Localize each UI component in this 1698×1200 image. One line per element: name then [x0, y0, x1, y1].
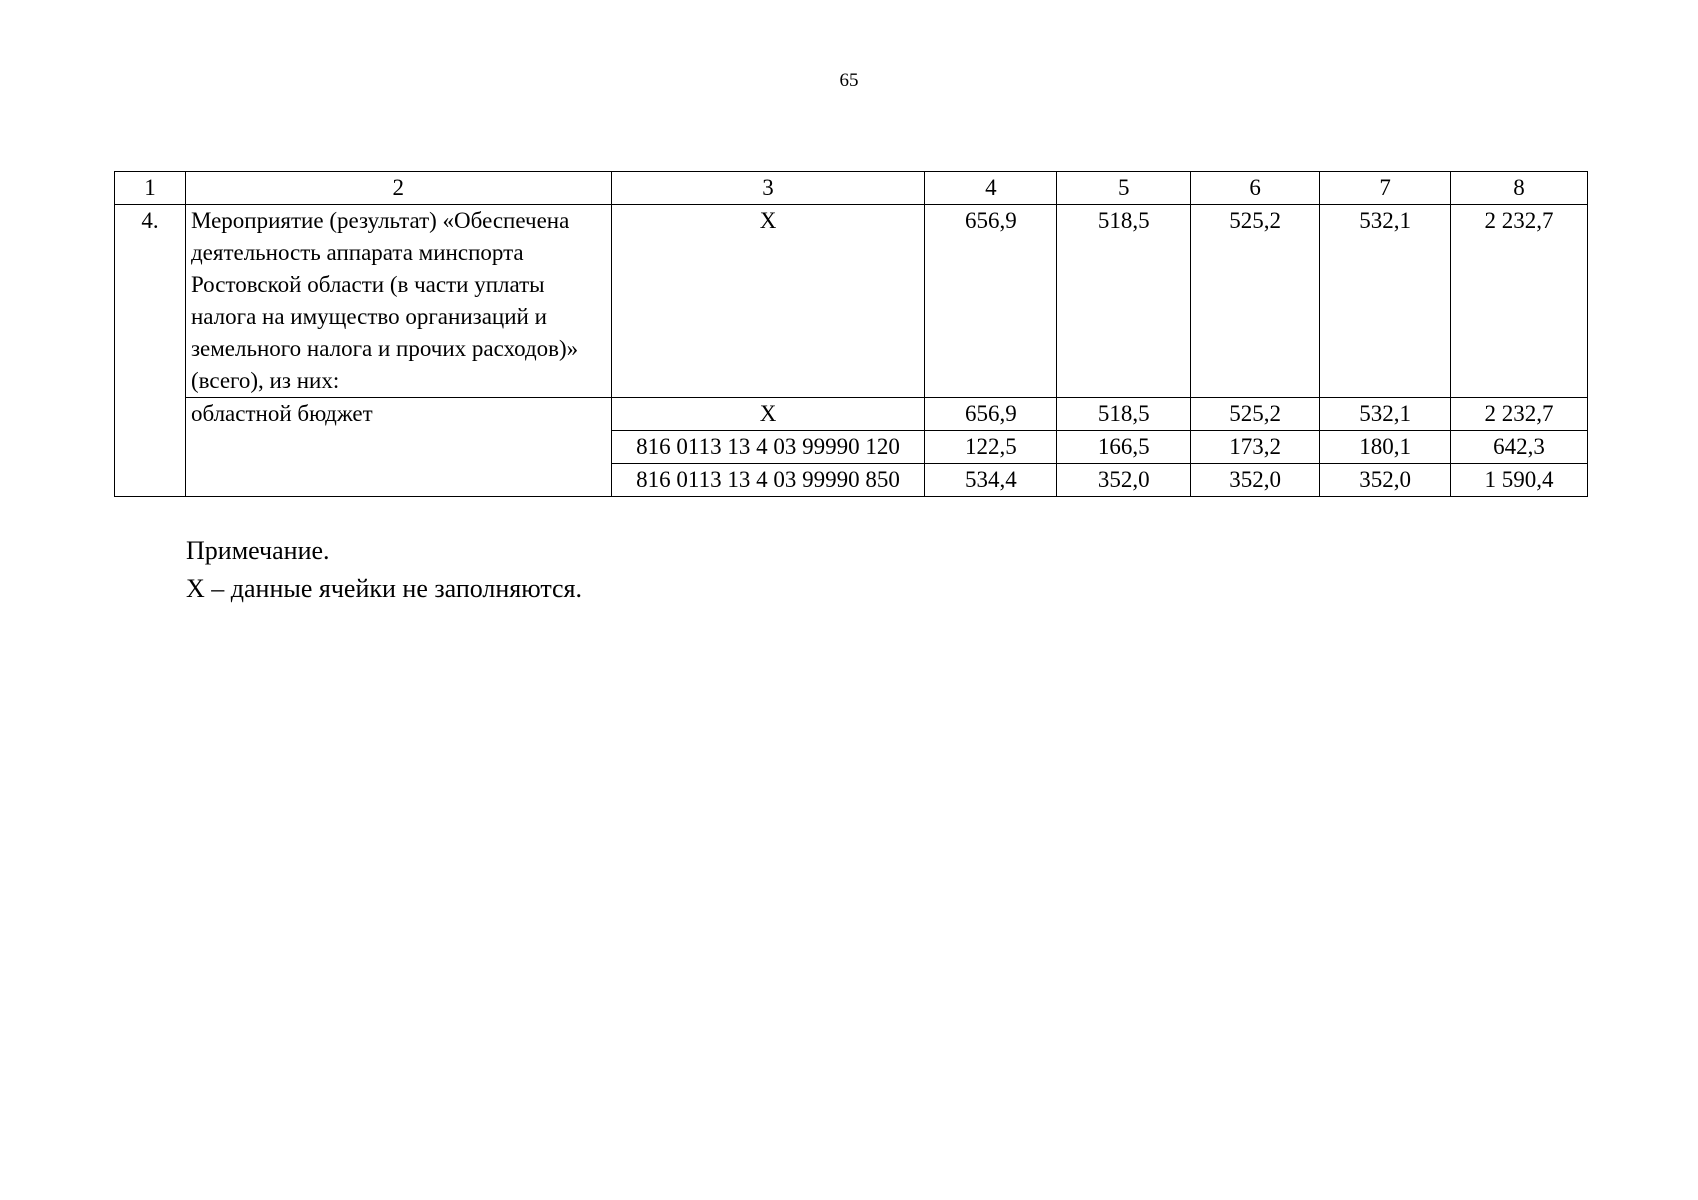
header-cell: 1: [115, 172, 186, 205]
value-cell: 173,2: [1191, 431, 1320, 464]
value-cell: 525,2: [1191, 398, 1320, 431]
header-cell: 7: [1320, 172, 1451, 205]
page-number: 65: [839, 70, 859, 91]
item-description: Мероприятие (результат) «Обеспечена деятельность аппарата минспорта Ростовской области (в части уплаты налога на имущество организаций и земельного налога и прочих расходов)» (всего), из них:: [185, 205, 611, 398]
header-cell: 2: [185, 172, 611, 205]
budget-table: [114, 171, 1588, 497]
subrow-label: областной бюджет: [185, 398, 611, 497]
value-cell: 532,1: [1320, 205, 1451, 398]
value-cell: 518,5: [1057, 398, 1191, 431]
table-header-row: [115, 172, 1588, 205]
header-cell: 5: [1057, 172, 1191, 205]
header-cell: 3: [611, 172, 925, 205]
value-cell: 122,5: [925, 431, 1057, 464]
value-cell: 166,5: [1057, 431, 1191, 464]
value-cell: 352,0: [1320, 464, 1451, 497]
value-cell: 642,3: [1451, 431, 1588, 464]
value-cell: 525,2: [1191, 205, 1320, 398]
value-cell: 656,9: [925, 398, 1057, 431]
value-cell: 180,1: [1320, 431, 1451, 464]
header-cell: 6: [1191, 172, 1320, 205]
subrow-code: X: [611, 398, 925, 431]
header-cell: 4: [925, 172, 1057, 205]
subrow-code: 816 0113 13 4 03 99990 120: [611, 431, 925, 464]
value-cell: 532,1: [1320, 398, 1451, 431]
value-cell: 2 232,7: [1451, 205, 1588, 398]
value-cell: 352,0: [1057, 464, 1191, 497]
item-code: X: [611, 205, 925, 398]
header-cell: 8: [1451, 172, 1588, 205]
item-number: 4.: [115, 205, 186, 497]
note: [186, 532, 582, 608]
value-cell: 352,0: [1191, 464, 1320, 497]
note-text: X – данные ячейки не заполняются.: [186, 574, 583, 603]
note-title: Примечание.: [186, 536, 330, 565]
value-cell: 656,9: [925, 205, 1057, 398]
subrow-code: 816 0113 13 4 03 99990 850: [611, 464, 925, 497]
value-cell: 2 232,7: [1451, 398, 1588, 431]
value-cell: 534,4: [925, 464, 1057, 497]
table-row-item: [115, 205, 1588, 398]
value-cell: 518,5: [1057, 205, 1191, 398]
value-cell: 1 590,4: [1451, 464, 1588, 497]
table-row-regional-budget: [115, 398, 1588, 431]
